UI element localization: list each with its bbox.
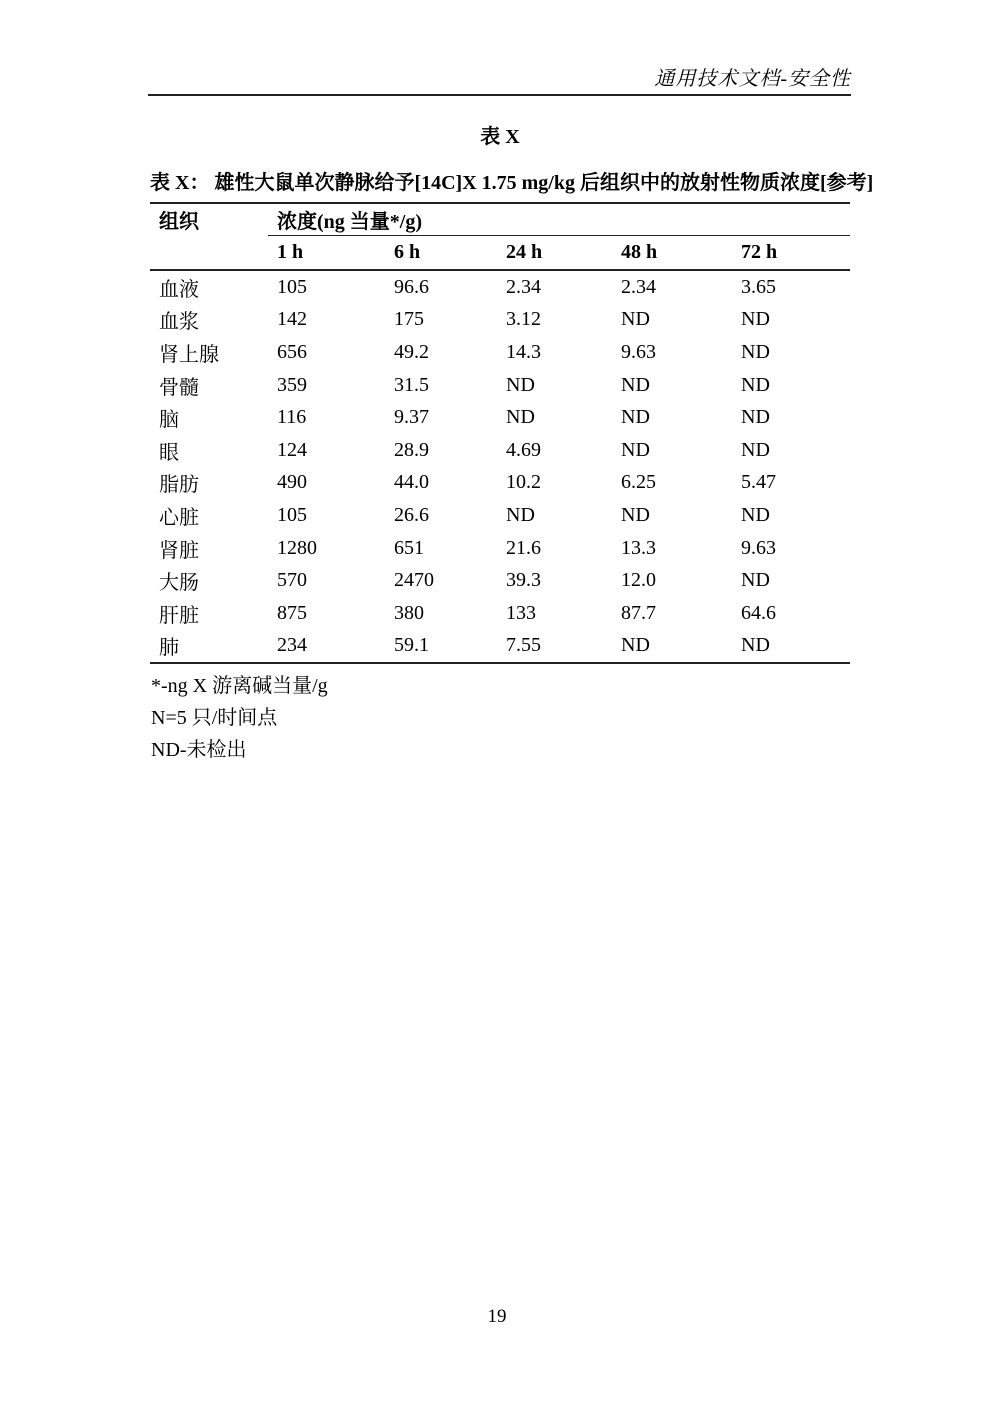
value-cell: 4.69 (506, 438, 541, 461)
value-cell: ND (506, 406, 535, 429)
value-cell: ND (741, 438, 770, 461)
tissue-cell: 肾脏 (159, 539, 199, 562)
value-cell: ND (741, 569, 770, 592)
value-cell: 21.6 (506, 536, 541, 559)
value-cell: 12.0 (621, 569, 656, 592)
value-cell: 13.3 (621, 536, 656, 559)
value-cell: 2470 (394, 569, 434, 592)
tissue-cell: 血浆 (159, 311, 199, 334)
value-cell: 5.47 (741, 471, 776, 494)
value-cell: ND (741, 634, 770, 657)
value-cell: 116 (277, 406, 307, 429)
value-cell: 87.7 (621, 601, 656, 624)
value-cell: 26.6 (394, 503, 429, 526)
column-header-24h: 24 h (497, 236, 612, 271)
value-cell: 359 (277, 373, 307, 396)
page-number: 19 (487, 1306, 507, 1327)
value-cell: 490 (277, 471, 307, 494)
value-cell: ND (506, 373, 535, 396)
column-header-72h: 72 h (732, 236, 850, 271)
tissue-cell: 大肠 (159, 572, 199, 595)
table-header-row-group (150, 203, 850, 236)
value-cell: 105 (277, 503, 307, 526)
value-cell: 651 (394, 536, 424, 559)
value-cell: 64.6 (741, 601, 776, 624)
value-cell: 9.63 (621, 340, 656, 363)
table-title: 表 X (480, 126, 520, 148)
value-cell: 44.0 (394, 471, 429, 494)
value-cell: 3.65 (741, 275, 776, 298)
value-cell: 9.37 (394, 406, 429, 429)
table-caption: 表 X： 雄性大鼠单次静脉给予[14C]X 1.75 mg/kg 后组织中的放射性物质浓度[参考] (150, 172, 874, 194)
table-header-row-timepoints (150, 236, 850, 271)
value-cell: 31.5 (394, 373, 429, 396)
value-cell: 49.2 (394, 340, 429, 363)
table-row (150, 597, 850, 630)
value-cell: 2.34 (506, 275, 541, 298)
footnotes (151, 670, 328, 766)
tissue-cell: 脂肪 (159, 474, 199, 497)
table-row (150, 304, 850, 337)
value-cell: 3.12 (506, 308, 541, 331)
table-row (150, 369, 850, 402)
value-cell: 7.55 (506, 634, 541, 657)
table-row (150, 336, 850, 369)
value-cell: 234 (277, 634, 307, 657)
value-cell: 1280 (277, 536, 317, 559)
table-row (150, 630, 850, 664)
tissue-cell: 肝脏 (159, 604, 199, 627)
value-cell: 28.9 (394, 438, 429, 461)
value-cell: 656 (277, 340, 307, 363)
value-cell: 14.3 (506, 340, 541, 363)
value-cell: ND (621, 634, 650, 657)
tissue-cell: 眼 (159, 441, 179, 464)
header-rule (148, 94, 851, 96)
tissue-cell: 肺 (159, 637, 179, 660)
tissue-cell: 骨髓 (159, 376, 199, 399)
column-header-48h: 48 h (612, 236, 732, 271)
running-header: 通用技术文档-安全性 (654, 68, 851, 90)
table-row (150, 270, 850, 304)
value-cell: ND (741, 308, 770, 331)
value-cell: 875 (277, 601, 307, 624)
value-cell: 9.63 (741, 536, 776, 559)
tissue-cell: 血液 (159, 278, 199, 301)
column-header-empty (150, 236, 268, 271)
table-row (150, 532, 850, 565)
value-cell: 96.6 (394, 275, 429, 298)
value-cell: ND (741, 340, 770, 363)
value-cell: ND (621, 373, 650, 396)
value-cell: ND (621, 438, 650, 461)
value-cell: 133 (506, 601, 536, 624)
column-header-tissue: 组织 (159, 211, 199, 234)
table-row (150, 499, 850, 532)
value-cell: 124 (277, 438, 307, 461)
value-cell: 59.1 (394, 634, 429, 657)
value-cell: 10.2 (506, 471, 541, 494)
value-cell: 175 (394, 308, 424, 331)
value-cell: ND (621, 406, 650, 429)
value-cell: 2.34 (621, 275, 656, 298)
value-cell: 380 (394, 601, 424, 624)
table-row (150, 467, 850, 500)
tissue-concentration-table (150, 202, 850, 664)
footnote-nd-definition: ND-未检出 (151, 739, 247, 761)
value-cell: ND (506, 503, 535, 526)
value-cell: ND (741, 373, 770, 396)
column-header-6h: 6 h (385, 236, 497, 271)
tissue-cell: 肾上腺 (159, 343, 219, 366)
value-cell: ND (741, 406, 770, 429)
footnote-equivalent: *-ng X 游离碱当量/g (151, 675, 328, 697)
value-cell: 105 (277, 275, 307, 298)
tissue-cell: 心脏 (159, 506, 199, 529)
table-row (150, 564, 850, 597)
column-header-1h: 1 h (268, 236, 385, 271)
tissue-cell: 脑 (159, 409, 179, 432)
value-cell: 570 (277, 569, 307, 592)
value-cell: ND (621, 503, 650, 526)
table-row (150, 401, 850, 434)
value-cell: 39.3 (506, 569, 541, 592)
value-cell: 142 (277, 308, 307, 331)
column-header-concentration: 浓度(ng 当量*/g) (268, 203, 850, 236)
value-cell: ND (741, 503, 770, 526)
value-cell: ND (621, 308, 650, 331)
footnote-n-per-timepoint: N=5 只/时间点 (151, 707, 278, 729)
value-cell: 6.25 (621, 471, 656, 494)
table-row (150, 434, 850, 467)
